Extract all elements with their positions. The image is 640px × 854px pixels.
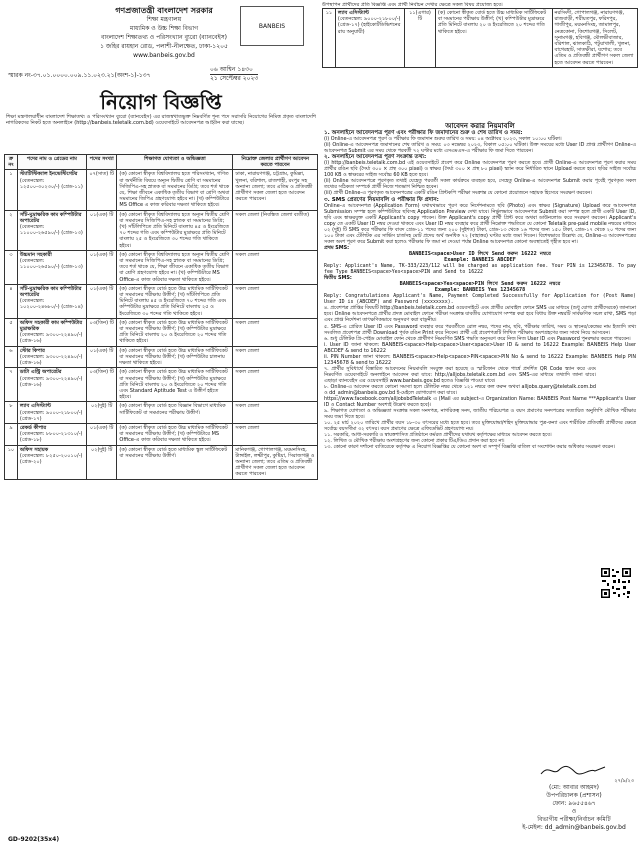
cell-post: [17, 250, 86, 284]
cell-qualification: (ক) কোনো স্বীকৃত বোর্ড হতে উচ্চ মাধ্যমিক সার্টিফিকেট বা সমমানের পরীক্ষায় উত্তীর্ণ; (খ) কম্পিউটার মুদ্রাক্ষরে প্রতি মিনিটে বাংলায় ২০ ও ইংরেজিতে ২০ শব্দের গতি থাকিতে হইবে।: [435, 9, 552, 68]
post-name: স্ট্যাটিস্টিক্যাল ইনভেস্টিগেটর: [19, 171, 78, 178]
cell-district: সকল জেলা: [233, 318, 318, 346]
inst-item-3a: Online-এ আবেদনপত্র (Application Form) যথাযথভাবে পূরণ করে নির্দেশনামতে ছবি (Photo) এবং স্বাক্ষর (Signature) Upload করে আবেদনপত্র Submission সম্পন্ন হলে কম্পিউটারে ছবিসহ Application Preview দেখা যাবে। নির্ভুলভাবে আবেদনপত্র Submit করা সম্পন্ন হলে প্রার্থী একটি User ID, ছবি এবং স্বাক্ষরযুক্ত একটি Applicant's copy পাবেন। উক্ত Applicant's copy প্রার্থী প্রিন্ট করে অথবা ডাউনলোড করে সংরক্ষণ করবেন। Applicant's copy তে একটি User ID নম্বর দেওয়া থাকবে এবং User ID নম্বর ব্যবহার করে প্রার্থী নিম্নোক্ত পদ্ধতিতে যে কোনো Teletalk pre-paid mobile নম্বরের মাধ্যমে ০২ (দুই) টি SMS করে পরীক্ষার ফি বাবদ গ্রেড-১১ পদের জন্য ২০০ (দুইশত) টাকা, গ্রেড-১৩ থেকে ১৬ পদের জন্য ১৫০ টাকা, গ্রেড-১৭ থেকে ২০ পদের জন্য ১০০ টাকা এবং টেলিটক এর সার্ভিস চার্জসহ মোট প্রদেয় অর্থ অনধিক ৭২ (বাহাত্তর) ঘণ্টার মধ্যে জমা দিবেন। বিশেষভাবে উল্লেখ্য যে, Online-এ আবেদনপত্রের সকল অংশ পূরণ করে Submit করা হলেও পরীক্ষার ফি জমা না দেওয়া পর্যন্ত Online আবেদনপত্র কোনো অবস্থাতেই গৃহীত হবে না।: [324, 202, 636, 245]
table-row: [5, 445, 318, 479]
cell-district: সকল জেলা: [233, 368, 318, 402]
signatory-name: (মো: আবার আহমদ): [548, 784, 600, 791]
post-name: সাঁট-মুদ্রাক্ষরিক কাম কম্পিউটার অপারেটর: [19, 285, 82, 299]
letterhead: [4, 2, 318, 122]
post-name: অফিস সহকারী কাম কম্পিউটার মুদ্রাক্ষরিক: [19, 319, 83, 333]
govt-header: [64, 6, 264, 60]
pay-scale: (বেতনস্কেল: ৮২৫০-২০০১০/-) (গ্রেড-২০): [19, 452, 83, 465]
signatory-email: ই-মেইল: dd_admin@banbeis.gov.bd: [522, 824, 626, 831]
pay-scale: (বেতনস্কেল: ৯৩০০-২২৪৯০/-) (গ্রেড-১৬): [19, 332, 83, 345]
pay-scale: (বেতনস্কেল: ৯০০০-২১৮০০/-) (গ্রেড-১৭): [19, 409, 83, 422]
table-row: [323, 9, 638, 68]
cell-qualification: (ক) কোনো স্বীকৃত বোর্ড হতে উচ্চ মাধ্যমিক সার্টিফিকেট বা সমমানের পরীক্ষায় উত্তীর্ণ; (খ) কম্পিউটার চালনায় দক্ষতা থাকিতে হইবে।: [117, 346, 233, 368]
cell-qualification: (ক) কোনো স্বীকৃত বিশ্ববিদ্যালয় হতে অন্যূন দ্বিতীয় শ্রেণি বা সমমানের সিজিপিএ-সহ স্নাতক বা সমমানের ডিগ্রি; তবে শর্ত থাকে যে, শিক্ষা জীবনে একাধিক তৃতীয় বিভাগ বা শ্রেণি গ্রহণযোগ্য হইবে না। (খ) কম্পিউটারে MS Office-এ কাজ করিবার দক্ষতা থাকিতে হইবে।: [117, 250, 233, 284]
left-column: [4, 2, 318, 850]
vacancy-table-continued: [322, 2, 638, 68]
cell-qualification: (ক) কোনো স্বীকৃত বোর্ড হতে উচ্চ মাধ্যমিক সার্টিফিকেট বা সমমানের পরীক্ষায় উত্তীর্ণ; (খ) সাঁটলিপিতে প্রতি মিনিটে বাংলায় ৪৫ ও ইংরেজিতে ৭০ শব্দের গতি এবং কম্পিউটার মুদ্রাক্ষরে প্রতি মিনিটে বাংলায় ২৫ ও ইংরেজিতে ৩০ শব্দের গতি থাকিতে হইবে।: [117, 284, 233, 318]
vacancy-rows-continued: [323, 9, 638, 68]
inst-item-6b: ii. PIN Number জানা থাকলে: BANBEIS<space>Help<space>PIN<space>PIN No & send to 16222 Example: BANBEIS Help PIN 12345678 & send to 16222: [324, 353, 636, 366]
pay-scale: (বেতনস্কেল: ৯০০০-২১৮০০/-) (গ্রেড-১৭) (হাইকোর্টডিভিশনের রায় অনুযায়ী): [337, 16, 401, 35]
cell-count: ০১(এক) টি: [86, 284, 116, 318]
cell-no: ৩: [5, 250, 18, 284]
post-name: ডাটা এন্ট্রি অপারেটর: [19, 369, 62, 376]
post-name: সাঁট-মুদ্রাক্ষরিক কাম কম্পিউটার অপারেটর: [19, 211, 82, 224]
cell-district: সকল জেলা: [233, 423, 318, 445]
sms-1-example: Example: BANBEIS ABCDEF: [444, 256, 516, 263]
cell-qualification: (ক) কোনো স্বীকৃত বোর্ড হতে উচ্চ মাধ্যমিক সার্টিফিকেট বা সমমানের পরীক্ষায় উত্তীর্ণ; (খ) কম্পিউটারে MS Office-এ কাজ করিবার দক্ষতা থাকিতে হইবে।: [117, 423, 233, 445]
memo-number: স্মারক নং-৩৭.০১.০০০০.০০৯.১১.০২৩.২১(অংশ-১)-১৩৭: [8, 72, 151, 79]
cell-no: ৫: [5, 318, 18, 346]
circular-dates: [210, 66, 258, 83]
cell-count: ০২(দুই) টি: [86, 445, 116, 479]
cell-qualification: (ক) কোনো স্বীকৃত বোর্ড হতে উচ্চ মাধ্যমিক সার্টিফিকেট বা সমমানের পরীক্ষায় উত্তীর্ণ; (খ) কম্পিউটার মুদ্রাক্ষরে প্রতি মিনিটে বাংলায় ২০ ও ইংরেজিতে ২০ শব্দের গতি থাকিতে হইবে।: [117, 318, 233, 346]
inst-item-9: ৯. শিক্ষাগত যোগ্যতা ও অভিজ্ঞতা সংক্রান্ত সকল সনদপত্র, নাগরিকত্ব সনদ, জাতীয় পরিচয়পত্র ও বয়স প্রমাণের সনদপত্রের সত্যায়িত অনুলিপি মৌখিক পরীক্ষার সময় জমা দিতে হবে।: [324, 408, 636, 421]
page-title: নিয়োগ বিজ্ঞপ্তি: [100, 90, 222, 114]
gd-number: GD-9202(35x4): [8, 836, 60, 843]
cell-post: [17, 346, 86, 368]
signature-date: ২৭/৯/২৩: [614, 778, 634, 784]
inst-item-4: ৪. প্রবেশপত্র প্রাপ্তির বিষয়টি http://banbeis.teletalk.com.bd ওয়েবসাইটে এবং প্রার্থীর মোবাইল ফোনে SMS এর মাধ্যমে (শুধু যোগ্য প্রার্থীদেরকে) জানানো হবে। Online আবেদনপত্রে প্রার্থীর প্রদত্ত মোবাইল ফোনে পরীক্ষা সংক্রান্ত যাবতীয় যোগাযোগ সম্পন্ন করা হবে বিধায় উক্ত নম্বরটি সার্বক্ষণিক সচল রাখা, SMS পড়া এবং প্রাপ্ত নির্দেশনা তাৎক্ষণিকভাবে অনুসরণ করা বাঞ্ছনীয়।: [324, 305, 636, 324]
govt-name: গণপ্রজাতন্ত্রী বাংলাদেশ সরকার: [115, 6, 213, 15]
instructions-title: আবেদন করার নিয়মাবলি: [445, 122, 515, 130]
table-row: [5, 250, 318, 284]
cell-post: [17, 402, 86, 424]
cell-post: [17, 284, 86, 318]
cell-district: সকল জেলা (নিবন্ধিত জেলা ব্যতীত): [233, 210, 318, 250]
col-no: ক্র নং: [5, 155, 18, 170]
cell-no: ৭: [5, 368, 18, 402]
pay-scale: (বেতনস্কেল: ৯৩০০-২২৪৯০/-) (গ্রেড-১৬): [19, 375, 83, 388]
cell-district: সকল জেলা: [233, 284, 318, 318]
qr-code-icon: [600, 567, 632, 599]
pay-scale: (বেতনস্কেল: ১২৫০০-৩০২৩০/-) (গ্রেড-১১): [19, 177, 83, 190]
cell-district: সকল জেলা: [233, 402, 318, 424]
post-name: ল্যাব এসিস্ট্যান্ট: [19, 403, 51, 410]
inst-item-8a: https://www.facebook.com/alljobsbdTeletalk এ (Mail এর subject-এ Organization Name: BANBEIS Post Name ***Applicant's User ID ও Contact Number অবশ্যই উল্লেখ করতে হবে)।: [324, 396, 636, 409]
cell-post: [17, 318, 86, 346]
cell-post: [17, 445, 86, 479]
table-row: [5, 210, 318, 250]
cell-district: মানিকগঞ্জ, গোপালগঞ্জ, ময়মনসিংহ, টাঙ্গাইল, লক্ষ্মীপুর, কুষ্টিয়া, সিরাজগঞ্জ ও অন্যান্য জেলা; তবে এতিম ও প্রতিবন্ধী প্রার্থীগণ সকল জেলা হতে আবেদন করতে পারবেন।: [233, 445, 318, 479]
cell-no: ৬: [5, 346, 18, 368]
cell-count: ০১(এক) টি: [86, 210, 116, 250]
continued-note: উপস্থাপন প্রার্থীদের প্রতি বিজ্ঞপ্তি এবং প্রার্থী নির্বাচন দেখার ক্ষেত্রে সকল বিষয় প্রযোজ্য হবে।: [322, 2, 503, 8]
cell-district: ঢাকা, নারায়ণগঞ্জ, চট্টগ্রাম, কুমিল্লা, খুলনা, বরিশাল, রাজশাহী, রংপুর সহ অন্যান্য জেলা; তবে এতিম ও প্রতিবন্ধী প্রার্থীগণ সকল জেলা হতে আবেদন করতে পারবেন।: [233, 170, 318, 210]
cell-district: নরসিংদী, গোপালগঞ্জ, নারায়ণগঞ্জ, রাজবাড়ী, শরীয়তপুর, ফরিদপুর, গাজীপুর, ময়মনসিংহ, জামালপুর, নেত্রকোনা, কিশোরগঞ্জ, সিলেট, সুনামগঞ্জ, হবিগঞ্জ, মৌলভীবাজার, বরিশাল, ঝালকাঠি, পটুয়াখালী, খুলনা, বাগেরহাট, সাতক্ষীরা, যশোর; তবে এতিম ও প্রতিবন্ধী প্রার্থীগণ সকল জেলা হতে আবেদন করতে পারবেন।: [552, 9, 637, 68]
bureau: বাংলাদেশ শিক্ষাতথ্য ও পরিসংখ্যান ব্যুরো (ব্যানবেইস): [100, 34, 228, 41]
table-row: [5, 402, 318, 424]
inst-item-2a: (i) http://banbeis.teletalk.com.bd এই ওয়েবসাইটে প্রবেশ করে Online আবেদনপত্র পূরণ করতে হবে। প্রার্থী Online-এ আবেদনপত্র পূরণ করার সময় প্রার্থীর রঙিন ছবি (দৈর্ঘ্য ৩০০ × প্রস্থ ৩০০ pixel) ও স্বাক্ষর (দৈর্ঘ্য ৩০০ × প্রস্থ ৮০ pixel) স্ক্যান করে নির্ধারিত স্থানে Upload করতে হবে। ছবির সাইজ সর্বোচ্চ 100 KB ও স্বাক্ষরের সাইজ সর্বোচ্চ 60 KB হতে হবে।: [324, 160, 636, 179]
date-bn: ০৬ আশ্বিন ১৪৩০: [210, 66, 253, 73]
sms-1-reply: Reply: Applicant's Name, TK-333/223/112 will be charged as application fee. Your PIN is 12345678. To pay fee Type BANBEIS<space>Yes<space>PIN and Send to 16222: [324, 263, 636, 276]
inst-item-2b: (ii) Online আবেদনপত্রে পূরণকৃত তথ্যই যেহেতু পরবর্তী সকল কার্যক্রমে ব্যবহৃত হবে, সেহেতু Online-এ আবেদনপত্র Submit করার পূর্বেই পূরণকৃত সকল তথ্যের সঠিকতা সম্পর্কে প্রার্থী নিজে শতভাগ নিশ্চিত হবেন।: [324, 178, 636, 191]
sms-2-label: দ্বিতীয় SMS:: [324, 275, 352, 282]
cell-post: [17, 210, 86, 250]
cell-qualification: (ক) কোনো স্বীকৃত বিশ্ববিদ্যালয় হতে অন্যূন দ্বিতীয় শ্রেণি বা সমমানের সিজিপিএ-সহ স্নাতক বা সমমানের ডিগ্রি; (খ) সাঁটলিপিতে প্রতি মিনিটে বাংলায় ৪৫ ও ইংরেজিতে ৭০ শব্দের গতি এবং কম্পিউটার মুদ্রাক্ষরে প্রতি মিনিটে বাংলায় ২৫ ও ইংরেজিতে ৩০ শব্দের গতি থাকিতে হইবে।: [117, 210, 233, 250]
col-post: পদের নাম ও গ্রেডের নাম: [17, 155, 86, 170]
cell-no: ৪: [5, 284, 18, 318]
inst-item-2c: (iii) প্রার্থী Online-এ পূরণকৃত আবেদনপত্রের একটি রঙিন প্রিন্টকপি পরীক্ষা সংক্রান্ত যে কোনো প্রয়োজনে সহায়ক হিসেবে সংরক্ষণ করবেন।: [324, 190, 592, 197]
cell-no: ১০: [5, 445, 18, 479]
col-district: নিম্নোক্ত জেলার প্রার্থীগণ আবেদন করতে পারবেন: [233, 155, 318, 170]
inst-item-1: ১. অনলাইনে আবেদনপত্র পূরণ এবং পরীক্ষার ফি জমাদানের শুরু ও শেষ তারিখ ও সময়:: [324, 130, 523, 136]
post-name: রেকর্ড কীপার: [19, 424, 47, 431]
table-row: [5, 284, 318, 318]
pay-scale: (বেতনস্কেল: ১১০০০-২৬৫৯০/-) (গ্রেড-১৩): [19, 258, 83, 271]
cell-district: সকল জেলা: [233, 250, 318, 284]
address: ১ জহির রায়হান রোড, পলাশী-নীলক্ষেত, ঢাকা-১২০৫: [100, 43, 228, 50]
cell-post: [17, 170, 86, 210]
division: মাধ্যমিক ও উচ্চ শিক্ষা বিভাগ: [129, 25, 199, 32]
cell-district: সকল জেলা: [233, 346, 318, 368]
instructions: [324, 130, 636, 450]
signatory-role: ও: [571, 808, 577, 815]
pay-scale: (বেতনস্কেল: ১১০০০-২৬৫৯০/-) (গ্রেড-১৩): [19, 224, 83, 237]
vacancy-rows: [5, 170, 318, 479]
pay-scale: (বেতনস্কেল: ৮৮০০-২১৩১০/-) (গ্রেড-১৮): [19, 431, 83, 444]
cell-count: ০২(দুই) টি: [86, 402, 116, 424]
cell-post: [17, 368, 86, 402]
date-en: ২১ সেপ্টেম্বর ২০২৩: [210, 75, 259, 82]
sms-2-command: BANBEIS<space>Yes<space>PIN লিখে Send করুন 16222 নম্বরে: [399, 281, 561, 288]
post-name: ল্যাব এসিস্ট্যান্ট: [337, 10, 369, 16]
cell-count: ০১(এক) টি: [86, 423, 116, 445]
pay-scale: (বেতনস্কেল: ৯৩০০-২২৪৯০/-) (গ্রেড-১৬): [19, 353, 83, 367]
cell-no: ৮: [5, 402, 18, 424]
col-qualification: শিক্ষাগত যোগ্যতা ও অভিজ্ঞতা: [117, 155, 233, 170]
inst-item-11: ১১. সরকারি, আধা-সরকারি ও স্বায়ত্তশাসিত প্রতিষ্ঠানে কর্মরত প্রার্থীদের যথাযথ কর্তৃপক্ষের মাধ্যমে আবেদন করতে হবে।: [324, 432, 552, 439]
vacancy-table: [4, 154, 318, 480]
cell-count: ০৩(তিন) টি: [86, 368, 116, 402]
inst-item-8: ৮. Online-এ আবেদন করতে কোনো সমস্যা হলে টেলিটক নম্বর থেকে ১২১ নম্বরে কল করুন অথবা alljobs.query@teletalk.com.bd ও dd_admin@banbeis.gov.bd ই-মেইলে যোগাযোগ করা যাবে।: [324, 383, 596, 397]
banbeis-logo: [240, 6, 304, 46]
inst-item-6a: i. User ID জানা থাকলে: BANBEIS<space>Help<space>User<space>User ID & send to 16222 Example: BANBEIS Help User ABCDEF & send to 16222: [324, 341, 636, 354]
signatory-designation: উপপরিচালক (প্রশাসন): [546, 792, 602, 799]
sms-2-example: Example: BANBEIS Yes 12345678: [434, 287, 526, 294]
inst-item-3: ৩. SMS প্রেরণের নিয়মাবলি ও পরীক্ষার ফি প্রদান:: [324, 196, 439, 203]
table-row: [5, 318, 318, 346]
table-row: [5, 346, 318, 368]
inst-item-6: ৬. শুধু টেলিটক প্রি-পেইড মোবাইল ফোন থেকে প্রার্থীগণ নিম্নবর্ণিত SMS পদ্ধতি অনুসরণ করে নিজ নিজ User ID এবং Password পুনরুদ্ধার করতে পারবেন।: [324, 335, 631, 342]
cell-count: ০১(এক) টি: [86, 346, 116, 368]
inst-item-7: ৭. প্রার্থীর সুবিধার্থে বিস্তারিত আবেদনের নিয়মাবলি সংযুক্ত করা হয়েছে ও স্মার্টফোন থেকে পার্শ্বে প্রদর্শিত QR Code স্ক্যান করে এবং নিম্নবর্ণিত ওয়েবসাইটে অনলাইনে আবেদন করা যাবে: http://alljobs.teletalk.com.bd এবং SMS-এর মাধ্যমে তথ্যাদি জানা যাবে। এছাড়া ব্যানবেইস এর ওয়েবসাইট www.banbeis.gov.bd হতেও বিজ্ঞপ্তি পাওয়া যাবে।: [324, 365, 596, 384]
cell-no: ১১: [323, 9, 336, 68]
cell-qualification: (ক) কোনো স্বীকৃত বোর্ড হতে মাধ্যমিক স্কুল সার্টিফিকেট বা সমমানের পরীক্ষায় উত্তীর্ণ।: [117, 445, 233, 479]
cell-qualification: (ক) কোনো স্বীকৃত বোর্ড হতে বিজ্ঞান বিভাগে মাধ্যমিক সার্টিফিকেট বা সমমানের পরীক্ষায় উত্তীর্ণ।: [117, 402, 233, 424]
logo-text: BANBEIS: [258, 22, 286, 30]
cell-no: ২: [5, 210, 18, 250]
cell-count: ০৭(সাত) টি: [86, 170, 116, 210]
cell-post: [17, 423, 86, 445]
signatory-phone: ফোন: ৯৬৫৫৪৬৭: [552, 800, 596, 807]
post-name: স্টোর কিপার: [19, 347, 45, 354]
cell-count: ১১(এগার) টি: [405, 9, 436, 68]
inst-item-1a: (i) Online-এ আবেদনপত্র পূরণ ও পরীক্ষার ফি জমাদান শুরুর তারিখ ও সময়: ০৪ অক্টোবর ২০২৩, সকাল ১০:০০ ঘটিকা।: [324, 136, 562, 143]
sms-1-label: প্রথম SMS:: [324, 244, 350, 251]
table-row: [5, 368, 318, 402]
cell-count: ০১(এক) টি: [86, 250, 116, 284]
cell-no: ১: [5, 170, 18, 210]
table-row: [5, 170, 318, 210]
pay-scale: (বেতনস্কেল: ১০২০০-২৪৬৮০/-) (গ্রেড-১৪): [19, 298, 83, 311]
table-header-row: [5, 155, 318, 170]
inst-item-2: ২. অনলাইনে আবেদনপত্র পূরণ সংক্রান্ত তথ্য:: [324, 154, 427, 161]
sms-2-reply: Reply: Congratulations Applicant's Name, Payment Completed Successfully for Application for (Post Name) User ID is (ABCDEF) and Password (xxxxxxxx).: [324, 293, 636, 306]
signature-icon: [539, 762, 609, 778]
inst-item-10: ১০. ২৫ মার্চ ২০২০ তারিখে প্রার্থীর বয়স ১৮-৩০ বৎসরের মধ্যে হতে হবে। তবে মুক্তিযোদ্ধা/শহিদ মুক্তিযোদ্ধার পুত্র-কন্যা এবং শারীরিক প্রতিবন্ধী প্রার্থীদের ক্ষেত্রে সর্বোচ্চ বয়সসীমা ৩২ বৎসর। বয়স প্রমাণের ক্ষেত্রে এফিডেভিট গ্রহণযোগ্য নয়।: [324, 420, 636, 433]
right-column: [322, 2, 638, 850]
cell-post: [335, 9, 404, 68]
post-name: উচ্চমান সহকারী: [19, 251, 52, 258]
signatory-committee: বিভাগীয় পরীক্ষা/নির্বাচন কমিটি: [537, 816, 611, 823]
cell-qualification: (ক) কোনো স্বীকৃত বিশ্ববিদ্যালয় হতে পরিসংখ্যান, গণিত বা অর্থনীতি বিষয়ে অন্যূন দ্বিতীয় শ্রেণি বা সমমানের সিজিপিএ-সহ স্নাতক বা সমমানের ডিগ্রি; তবে শর্ত থাকে যে, শিক্ষা জীবনে একাধিক তৃতীয় বিভাগ বা শ্রেণি অথবা সমমানের জিপিএ গ্রহণযোগ্য হইবে না। (খ) কম্পিউটারে MS Office এ কাজ করিবার দক্ষতা থাকিতে হইবে।: [117, 170, 233, 210]
inst-item-12: ১২. লিখিত ও মৌখিক পরীক্ষায় অংশগ্রহণের জন্য কোনো প্রকার টিএ/ডিএ প্রদান করা হবে না।: [324, 438, 505, 445]
intro-text: শিক্ষা মন্ত্রণালয়াধীন বাংলাদেশ শিক্ষাতথ্য ও পরিসংখ্যান ব্যুরো (ব্যানবেইস) এর রাজস্বখাতভুক্ত নিম্নবর্ণিত শূন্য পদে সরাসরি নিয়োগের নিমিত্ত প্রকৃত বাংলাদেশি নাগরিকদের নিকট হতে অনলাইনে (http://banbeis.teletalk.com.bd) ওয়েবসাইটে আবেদনপত্র আহ্বান করা যাচ্ছে।: [6, 114, 316, 127]
inst-item-5: ৫. SMS-এ প্রেরিত User ID এবং Password ব্যবহার করে পরবর্তীতে রোল নম্বর, পদের নাম, ছবি, পরীক্ষার তারিখ, সময় ও স্থানের/কেন্দ্রের নাম ইত্যাদি তথ্য সংবলিত প্রবেশপত্র প্রার্থী Download পূর্বক রঙিন Print করে নিবেন। প্রার্থী এই প্রবেশপত্রটি লিখিত পরীক্ষায় অংশগ্রহণের জন্য সাথে নিয়ে আসবেন।: [324, 323, 636, 336]
signature-block: [514, 762, 634, 832]
ministry: শিক্ষা মন্ত্রণালয়: [146, 16, 182, 23]
cell-count: ০৩(তিন) টি: [86, 318, 116, 346]
col-count: পদের সংখ্যা: [86, 155, 116, 170]
table-row: [5, 423, 318, 445]
post-name: অফিস সহায়ক: [19, 446, 49, 453]
cell-no: ৯: [5, 423, 18, 445]
sms-1-command: BANBEIS<space>User ID লিখে Send করুন 16222 নম্বরে: [409, 250, 551, 257]
cell-qualification: (ক) কোনো স্বীকৃত বোর্ড হতে উচ্চ মাধ্যমিক সার্টিফিকেট বা সমমানের পরীক্ষায় উত্তীর্ণ; (খ) কম্পিউটার মুদ্রাক্ষরে প্রতি মিনিটে বাংলায় ২০ ও ইংরেজিতে ২০ শব্দের গতি এবং Standard Aptitude Test এ উত্তীর্ণ হইতে হইবে।: [117, 368, 233, 402]
inst-item-1b: (ii) Online-এ আবেদনপত্র জমাদানের শেষ তারিখ ও সময়: ০৩ নভেম্বর ২০২৩, বিকাল ০৫:০০ ঘটিকা। উক্ত সময়ের মধ্যে User ID প্রাপ্ত প্রার্থীগণ Online-এ আবেদনপত্র Submit এর সময় থেকে পরবর্তী ৭২ ঘণ্টার মধ্যে এসএমএস-এ পরীক্ষার ফি জমা দিতে পারবেন।: [324, 142, 636, 155]
website: www.banbeis.gov.bd: [133, 52, 195, 59]
inst-item-13: ১৩. কোনো কারণ দর্শানো ব্যতিরেকে কর্তৃপক্ষ এ নিয়োগ বিজ্ঞপ্তির যে কোনো অংশ বা সম্পূর্ণ বিজ্ঞপ্তি বাতিল বা সংশোধন করার অধিকার সংরক্ষণ করেন।: [324, 444, 615, 451]
